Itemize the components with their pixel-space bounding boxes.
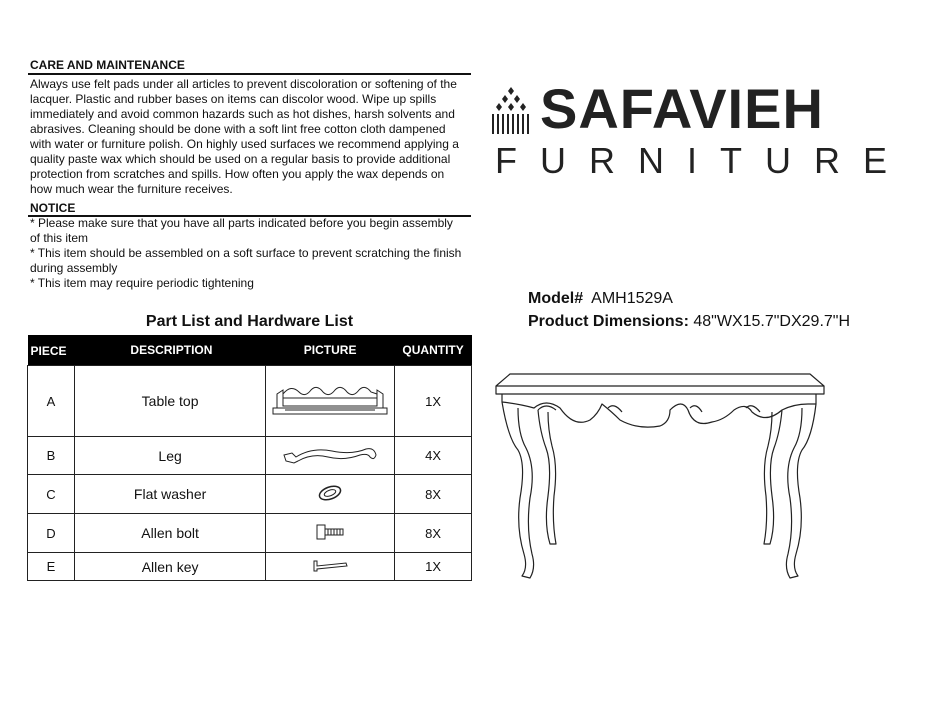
table-row xyxy=(28,366,472,437)
row-quantity: 8X xyxy=(395,475,472,514)
notice-line: * This item should be assembled on a soft surface to prevent scratching the finish xyxy=(30,246,462,260)
care-line: how much wear the furniture receives. xyxy=(30,182,233,196)
row-picture xyxy=(266,437,395,475)
notice-line: * This item may require periodic tightening xyxy=(30,276,254,290)
parts-header-row xyxy=(28,335,472,366)
header-picture: PICTURE xyxy=(266,335,395,366)
care-line: quality paste wax which should be used on a regular basis to provide additional xyxy=(30,152,451,166)
row-quantity: 4X xyxy=(395,437,472,475)
row-picture xyxy=(266,553,395,581)
header-description: DESCRIPTION xyxy=(74,335,265,366)
row-description: Leg xyxy=(74,437,265,475)
safavieh-logo xyxy=(490,77,910,181)
model-label: Model# xyxy=(528,290,584,307)
care-line: protection from scratches and spills. How often you apply the wax depends on xyxy=(30,167,445,181)
notice-text xyxy=(30,216,475,291)
care-text xyxy=(30,77,475,197)
console-table-drawing xyxy=(490,368,830,586)
logo-mark-icon xyxy=(490,87,532,137)
row-quantity: 8X xyxy=(395,514,472,553)
care-line: with water or furniture polish. On highly used surfaces we recommend applying a xyxy=(30,137,459,151)
parts-table xyxy=(27,335,472,581)
row-description: Table top xyxy=(74,366,265,437)
row-piece: C xyxy=(28,475,75,514)
notice-title: NOTICE xyxy=(30,201,76,215)
row-picture xyxy=(266,366,395,437)
dimensions-value: 48"WX15.7"DX29.7"H xyxy=(693,313,851,330)
care-line: immediately and avoid common hazards such as hot dishes, harsh solvents and xyxy=(30,107,455,121)
header-piece: PIECE xyxy=(28,335,75,366)
model-line xyxy=(528,290,673,308)
allen-key-icon xyxy=(310,557,350,573)
row-description: Allen bolt xyxy=(74,514,265,553)
row-quantity: 1X xyxy=(395,553,472,581)
leg-icon xyxy=(282,441,378,467)
logo-brand: SAFAVIEH xyxy=(540,77,824,140)
care-rule xyxy=(28,73,471,75)
row-piece: B xyxy=(28,437,75,475)
model-value: AMH1529A xyxy=(591,290,673,307)
table-row xyxy=(28,475,472,514)
care-line: Always use felt pads under all articles to prevent discoloration or softening of the xyxy=(30,77,457,91)
care-title: CARE AND MAINTENANCE xyxy=(30,58,185,72)
table-top-icon xyxy=(271,380,389,420)
row-picture xyxy=(266,514,395,553)
table-row xyxy=(28,437,472,475)
row-piece: A xyxy=(28,366,75,437)
table-row xyxy=(28,514,472,553)
logo-sub: FURNITURE xyxy=(495,140,910,181)
row-piece: E xyxy=(28,553,75,581)
allen-bolt-icon xyxy=(315,521,345,543)
flat-washer-icon xyxy=(315,483,345,503)
row-picture xyxy=(266,475,395,514)
notice-line: of this item xyxy=(30,231,89,245)
care-line: abrasives. Cleaning should be done with a soft lint free cotton cloth dampened xyxy=(30,122,446,136)
row-description: Flat washer xyxy=(74,475,265,514)
table-row xyxy=(28,553,472,581)
care-line: lacquer. Plastic and rubber bases on items can discolor wood. Wipe up spills xyxy=(30,92,437,106)
dimensions-line xyxy=(528,313,850,331)
header-quantity: QUANTITY xyxy=(395,335,472,366)
row-piece: D xyxy=(28,514,75,553)
row-description: Allen key xyxy=(74,553,265,581)
row-quantity: 1X xyxy=(395,366,472,437)
notice-line: * Please make sure that you have all parts indicated before you begin assembly xyxy=(30,216,453,230)
notice-line: during assembly xyxy=(30,261,118,275)
dimensions-label: Product Dimensions: xyxy=(528,313,689,330)
parts-title: Part List and Hardware List xyxy=(145,313,354,330)
